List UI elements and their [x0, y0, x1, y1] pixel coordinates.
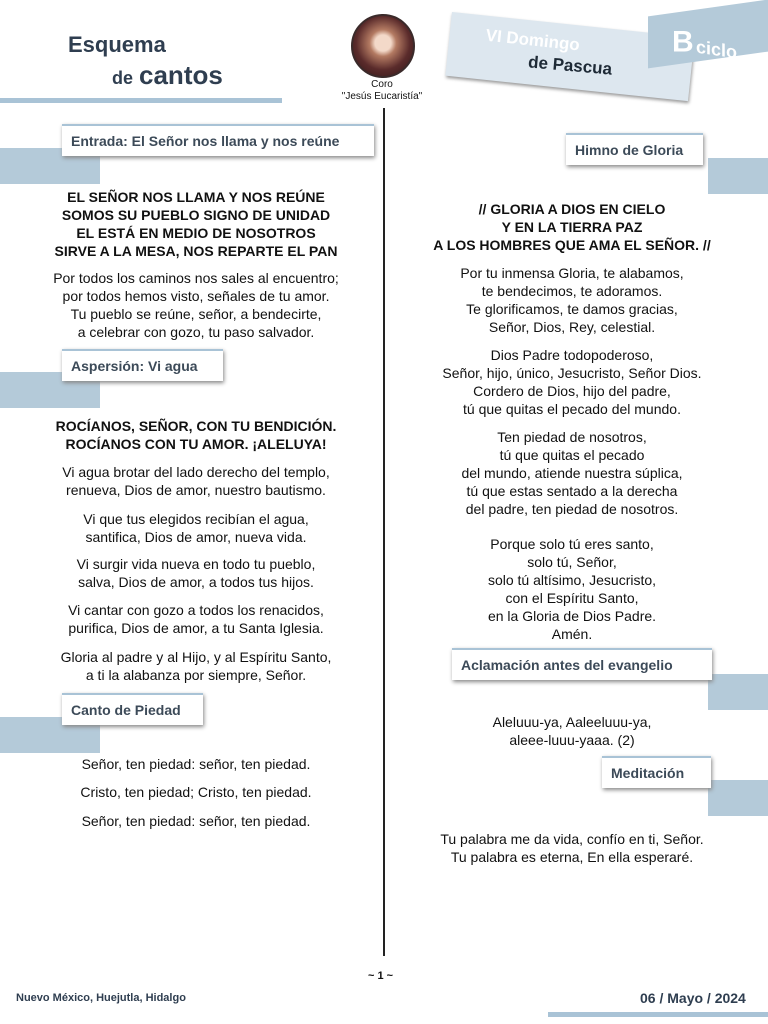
section-tab: [708, 780, 768, 816]
aspersion-verse-1: Vi agua brotar del lado derecho del templo, renueva, Dios de amor, nuestro bautismo.: [62, 464, 330, 498]
title-cantos: [112, 60, 223, 91]
coro-name: "Jesús Eucaristía": [341, 91, 423, 102]
section-tab: [708, 158, 768, 194]
aspersion-verse-2: Vi que tus elegidos recibían el agua, santifica, Dios de amor, nueva vida.: [83, 511, 309, 545]
header-accent-bar: [0, 98, 282, 103]
column-divider: [383, 108, 385, 956]
piedad-line-3: Señor, ten piedad: señor, ten piedad.: [81, 813, 311, 829]
cycle-letter: B: [672, 25, 694, 59]
cycle-label: ciclo B: [672, 25, 738, 63]
piedad-line-1: Señor, ten piedad: señor, ten piedad.: [81, 756, 311, 772]
title-de: de: [112, 68, 134, 88]
title-esquema: Esquema: [68, 32, 166, 57]
aspersion-verse-4: Vi cantar con gozo a todos los renacidos, purifica, Dios de amor, a tu Santa Iglesia.: [68, 602, 324, 636]
aspersion-verse-3: Vi surgir vida nueva en todo tu pueblo, salva, Dios de amor, a todos tus hijos.: [76, 556, 316, 590]
sunday-title: VI Domingo: [484, 25, 581, 55]
footer-accent-bar: [548, 1012, 768, 1017]
section-title-piedad: Canto de Piedad: [62, 693, 203, 725]
section-title-entrada: Entrada: El Señor nos llama y nos reúne: [62, 124, 374, 156]
meditacion-lines: Tu palabra me da vida, confío en ti, Señor. Tu palabra es eterna, En ella esperaré.: [440, 831, 704, 865]
page-number: ~ 1 ~: [368, 970, 394, 982]
gloria-verse-4: Porque solo tú eres santo, solo tú, Señor, solo tú altísimo, Jesucristo, con el Espíritu Santo, en la Gloria de Dios Padre. Amén.: [487, 536, 657, 642]
jesus-eucaristia-avatar: [351, 14, 415, 78]
entrada-chorus: EL SEÑOR NOS LLAMA Y NOS REÚNE SOMOS SU PUEBLO SIGNO DE UNIDAD EL ESTÁ EN MEDIO DE NOSOTROS SIRVE A LA MESA, NOS REPARTE EL PAN: [54, 189, 338, 259]
section-tab: [708, 674, 768, 710]
section-title-gloria: Himno de Gloria: [566, 133, 703, 165]
footer-date: 06 / Mayo / 2024: [640, 990, 746, 1006]
section-title-meditacion: Meditación: [602, 756, 711, 788]
footer-place: Nuevo México, Huejutla, Hidalgo: [16, 992, 186, 1004]
gloria-verse-3: Ten piedad de nosotros, tú que quitas el pecado del mundo, atiende nuestra súplica, tú que estas sentado a la derecha del padre, ten piedad de nosotros.: [461, 429, 683, 517]
section-title-aspersion: Aspersión: Vi agua: [62, 349, 223, 381]
aspersion-chorus: ROCÍANOS, SEÑOR, CON TU BENDICIÓN. ROCÍANOS CON TU AMOR. ¡ALELUYA!: [55, 418, 337, 452]
gloria-verse-1: Por tu inmensa Gloria, te alabamos, te bendecimos, te adoramos. Te glorificamos, te damos gracias, Señor, Dios, Rey, celestial.: [460, 265, 684, 335]
season-title: de Pascua: [527, 52, 613, 79]
title-cantos-text: cantos: [139, 60, 223, 90]
aclamacion-lines: Aleluuu-ya, Aaleeluuu-ya, aleee-luuu-yaaa. (2): [492, 714, 652, 748]
gloria-chorus: // GLORIA A DIOS EN CIELO Y EN LA TIERRA PAZ A LOS HOMBRES QUE AMA EL SEÑOR. //: [433, 201, 711, 253]
entrada-verse: Por todos los caminos nos sales al encuentro; por todos hemos visto, señales de tu amor. Tu pueblo se reúne, señor, a bendecirte, a celebrar con gozo, tu paso salvador.: [53, 270, 339, 340]
section-title-aclamacion: Aclamación antes del evangelio: [452, 648, 712, 680]
gloria-verse-2: Dios Padre todopoderoso, Señor, hijo, único, Jesucristo, Señor Dios. Cordero de Dios, hijo del padre, tú que quitas el pecado del mundo.: [442, 347, 702, 417]
aspersion-verse-5: Gloria al padre y al Hijo, y al Espíritu Santo, a ti la alabanza por siempre, Señor.: [60, 649, 332, 683]
coro-label: Coro: [371, 79, 393, 90]
coro-caption: [320, 79, 444, 103]
cycle-badge: [648, 0, 768, 68]
piedad-line-2: Cristo, ten piedad; Cristo, ten piedad.: [80, 784, 312, 800]
